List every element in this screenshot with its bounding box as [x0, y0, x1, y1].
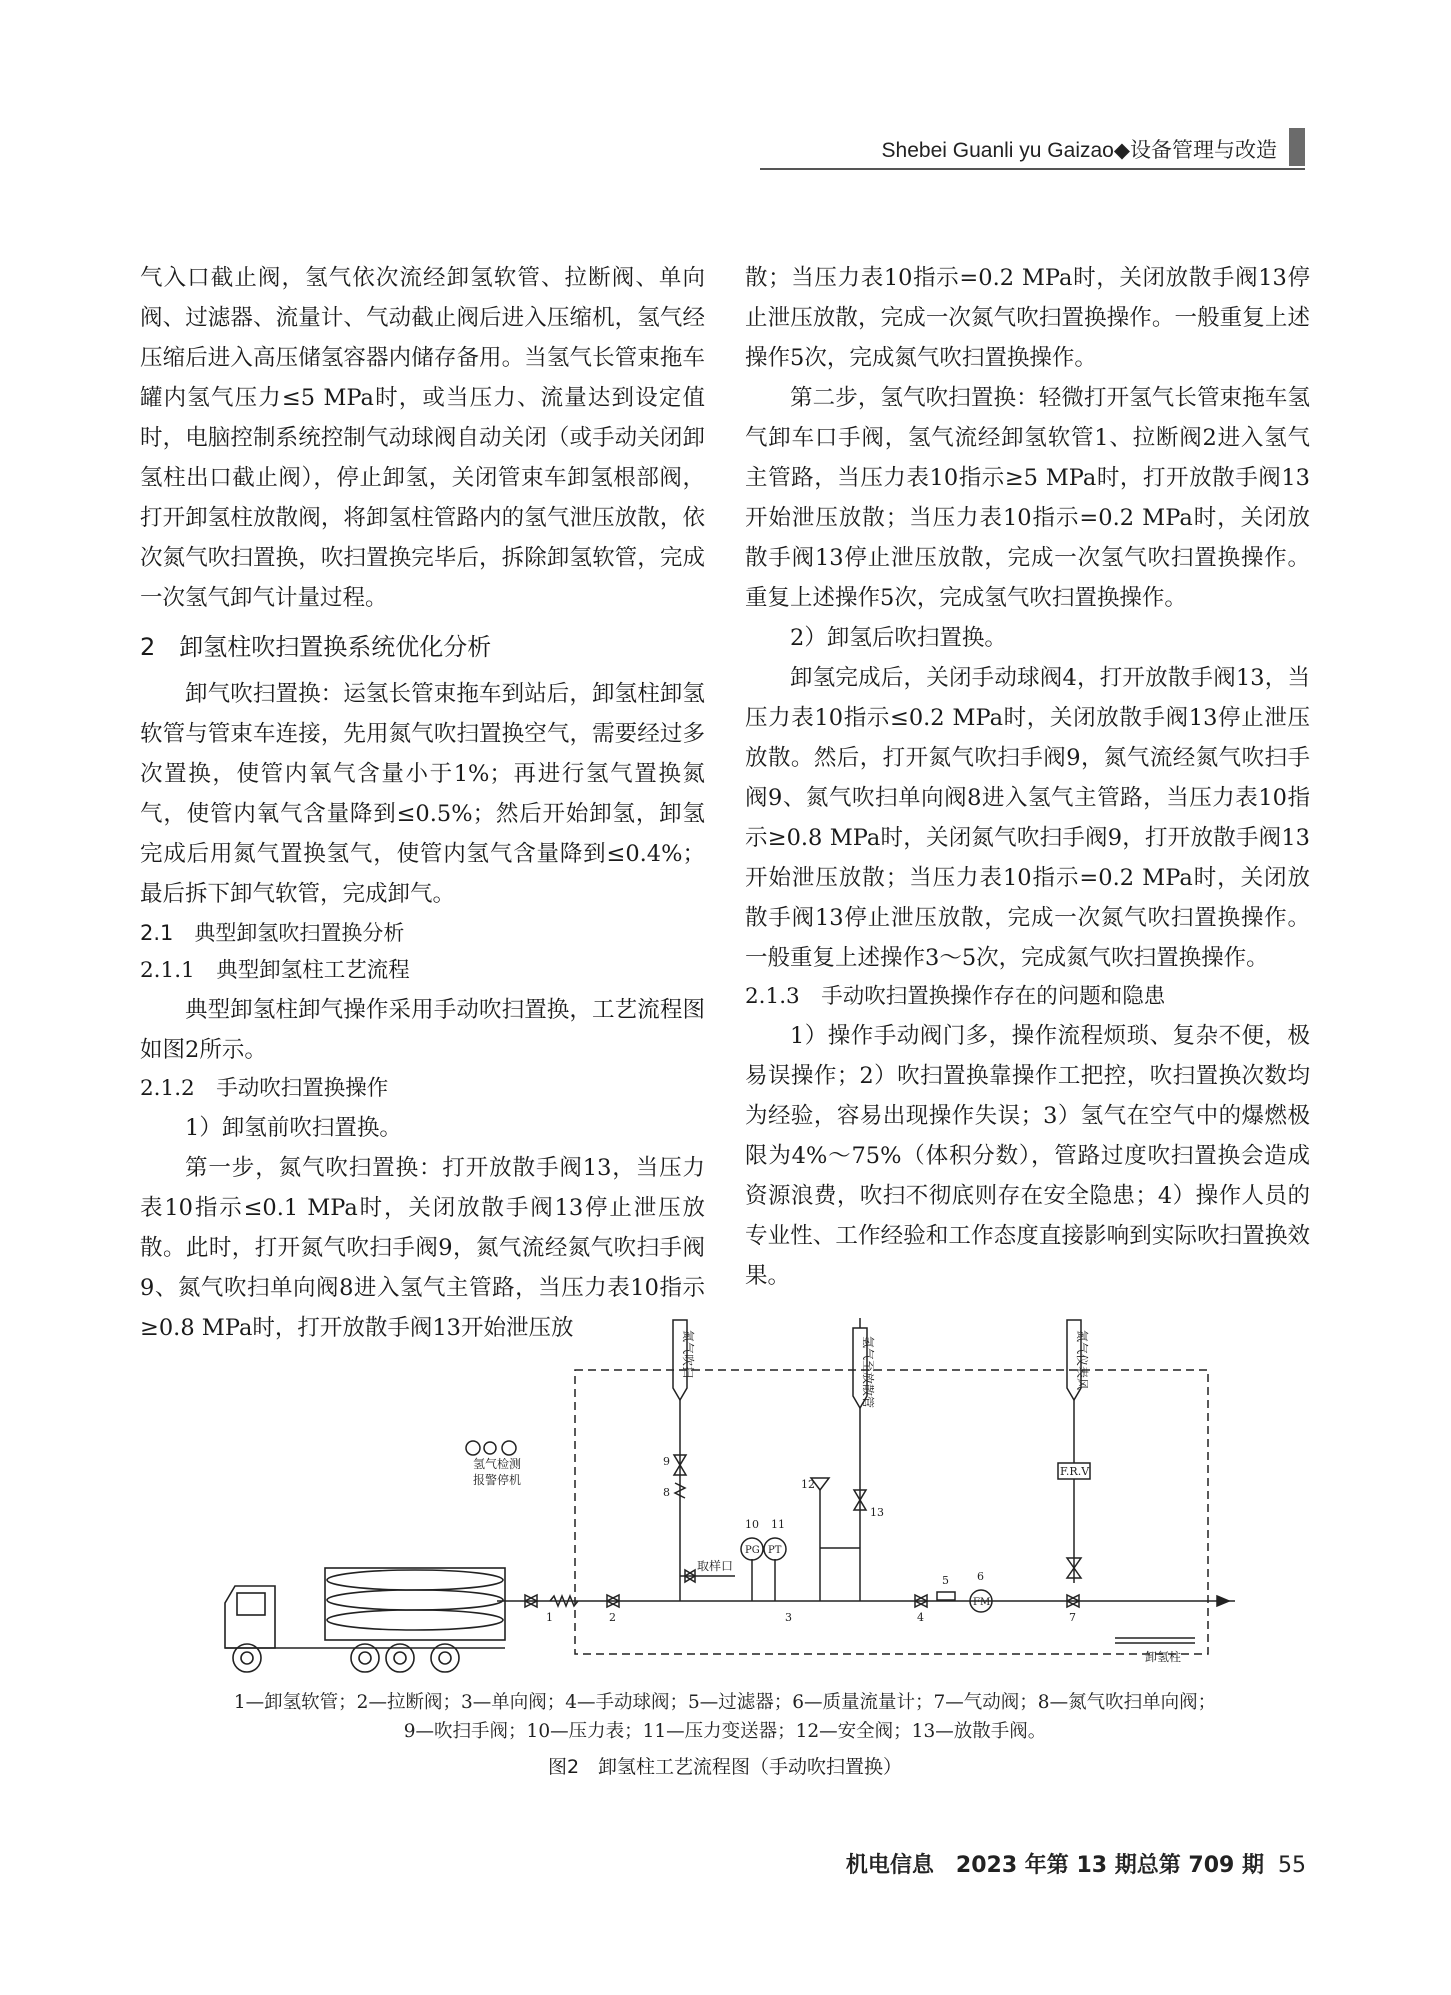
num-6: 6 [977, 1570, 984, 1583]
paragraph: 卸氢完成后，关闭手动球阀4，打开放散手阀13，当压力表10指示≤0.2 MPa时，关闭放散手阀13停止泄压放散。然后，打开氮气吹扫手阀9，氮气流经氮气吹扫手阀9、氮气吹扫单向阀8进入氢气主管路，当压力表10指示≥0.8 MPa时，关闭氮气吹扫手阀9，打开放散手阀13开始泄压放散；当压力表10指示=0.2 MPa时，关闭放散手阀13停止泄压放散，完成一次氮气吹扫置换操作。一般重复上述操作3～5次，完成氮气吹扫置换操作。 [745, 665, 1310, 971]
num-7: 7 [1069, 1611, 1076, 1624]
figure-legend-line2: 9—吹扫手阀；10—压力表；11—压力变送器；12—安全阀；13—放散手阀。 [403, 1721, 1047, 1742]
num-9: 9 [663, 1455, 670, 1468]
label-vent: 氢气至放散管 [861, 1336, 875, 1409]
label-nitrogen: 氮气吹扫 [681, 1330, 695, 1379]
figure-caption: 图2 卸氢柱工艺流程图（手动吹扫置换） [547, 1756, 903, 1778]
right-column [745, 258, 1310, 1296]
section-heading: 2.1 典型卸氢吹扫置换分析 [140, 921, 405, 945]
filter-5 [937, 1592, 955, 1600]
paragraph: 第一步，氮气吹扫置换：打开放散手阀13，当压力表10指示≤0.1 MPa时，关闭放散手阀13停止泄压放散。此时，打开氮气吹扫手阀9，氮气流经氮气吹扫手阀9、氮气吹扫单向阀8进入氢气主管路，当压力表10指示≥0.8 MPa时，打开放散手阀13开始泄压放 [140, 1155, 705, 1341]
paragraph: 第二步，氢气吹扫置换：轻微打开氢气长管束拖车氢气卸车口手阀，氢气流经卸氢软管1、拉断阀2进入氢气主管路，当压力表10指示≥5 MPa时，打开放散手阀13开始泄压放散；当压力表10指示=0.2 MPa时，关闭放散手阀13停止泄压放散，完成一次氢气吹扫置换操作。重复上述操作5次，完成氢气吹扫置换操作。 [745, 385, 1310, 611]
header-text: Shebei Guanli yu Gaizao◆设备管理与改造 [881, 139, 1277, 162]
page-footer [846, 1848, 1306, 1879]
num-10: 10 [745, 1518, 759, 1531]
pg-label: PG [745, 1545, 760, 1556]
num-5: 5 [942, 1574, 949, 1587]
num-4: 4 [917, 1611, 924, 1624]
paragraph: 散；当压力表10指示=0.2 MPa时，关闭放散手阀13停止泄压放散，完成一次氮气吹扫置换操作。一般重复上述操作5次，完成氮气吹扫置换操作。 [745, 265, 1310, 371]
num-2: 2 [609, 1611, 616, 1624]
page-number: 55 [1278, 1853, 1306, 1878]
column-label: 卸氢柱 [1145, 1650, 1182, 1664]
frv-label: F.R.V [1060, 1465, 1090, 1478]
num-8: 8 [663, 1486, 670, 1499]
paragraph: 卸气吹扫置换：运氢长管束拖车到站后，卸氢柱卸氢软管与管束车连接，先用氮气吹扫置换空气，需要经过多次置换，使管内氧气含量小于1%；再进行氢气置换氮气，使管内氧气含量降到≤0.5%；然后开始卸氢，卸氢完成后用氮气置换氢气，使管内氢气含量降到≤0.4%；最后拆下卸气软管，完成卸气。 [140, 681, 705, 907]
sample-label: 取样口 [697, 1559, 734, 1573]
header-bar [1289, 128, 1305, 166]
journal-info: 机电信息 2023 年第 13 期总第 709 期 [845, 1853, 1264, 1878]
section-heading: 2 卸氢柱吹扫置换系统优化分析 [140, 633, 492, 661]
tube-trailer-truck [225, 1568, 505, 1672]
section-heading: 2.1.1 典型卸氢柱工艺流程 [140, 958, 410, 983]
column-boundary [575, 1370, 1208, 1654]
num-3: 3 [785, 1611, 792, 1624]
label-instrument-air: 氮气仪表风 [1075, 1330, 1089, 1391]
section-heading: 2.1.2 手动吹扫置换操作 [140, 1076, 389, 1101]
detector-alarm-icon [466, 1441, 480, 1455]
paragraph: 气入口截止阀，氢气依次流经卸氢软管、拉断阀、单向阀、过滤器、流量计、气动截止阀后进入压缩机，氢气经压缩后进入高压储氢容器内储存备用。当氢气长管束拖车罐内氢气压力≤5 MPa时，或当压力、流量达到设定值时，电脑控制系统控制气动球阀自动关闭（或手动关闭卸氢柱出口截止阀），停止卸氢，关闭管束车卸氢根部阀，打开卸氢柱放散阀，将卸氢柱管路内的氢气泄压放散，依次氮气吹扫置换，吹扫置换完毕后，拆除卸氢软管，完成一次氢气卸气计量过程。 [140, 265, 705, 611]
num-1: 1 [546, 1611, 553, 1624]
num-13: 13 [870, 1506, 884, 1519]
detector-line2: 报警停机 [473, 1473, 522, 1487]
paragraph: 1）操作手动阀门多，操作流程烦琐、复杂不便，极易误操作；2）吹扫置换靠操作工把控，吹扫置换次数均为经验，容易出现操作失误；3）氢气在空气中的爆燃极限为4%～75%（体积分数），管路过度吹扫置换会造成资源浪费，吹扫不彻底则存在安全隐患；4）操作人员的专业性、工作经验和工作态度直接影响到实际吹扫置换效果。 [745, 1023, 1310, 1289]
figure-legend-line1: 1—卸氢软管；2—拉断阀；3—单向阀；4—手动球阀；5—过滤器；6—质量流量计；7—气动阀；8—氮气吹扫单向阀； [233, 1692, 1217, 1713]
process-flow-diagram [205, 1318, 1245, 1676]
left-column [140, 258, 705, 1348]
check-valve-8 [675, 1483, 685, 1498]
section-heading: 2.1.3 手动吹扫置换操作存在的问题和隐患 [745, 984, 1166, 1009]
pt-label: PT [768, 1545, 782, 1556]
num-11: 11 [771, 1518, 785, 1531]
fm-label: FM [973, 1597, 991, 1608]
paragraph: 2）卸氢后吹扫置换。 [790, 625, 1007, 651]
num-12: 12 [801, 1478, 815, 1491]
detector-line1: 氢气检测 [473, 1457, 522, 1471]
paragraph: 1）卸氢前吹扫置换。 [185, 1115, 402, 1141]
paragraph: 典型卸氢柱卸气操作采用手动吹扫置换，工艺流程图如图2所示。 [140, 997, 705, 1063]
running-header [760, 128, 1305, 170]
